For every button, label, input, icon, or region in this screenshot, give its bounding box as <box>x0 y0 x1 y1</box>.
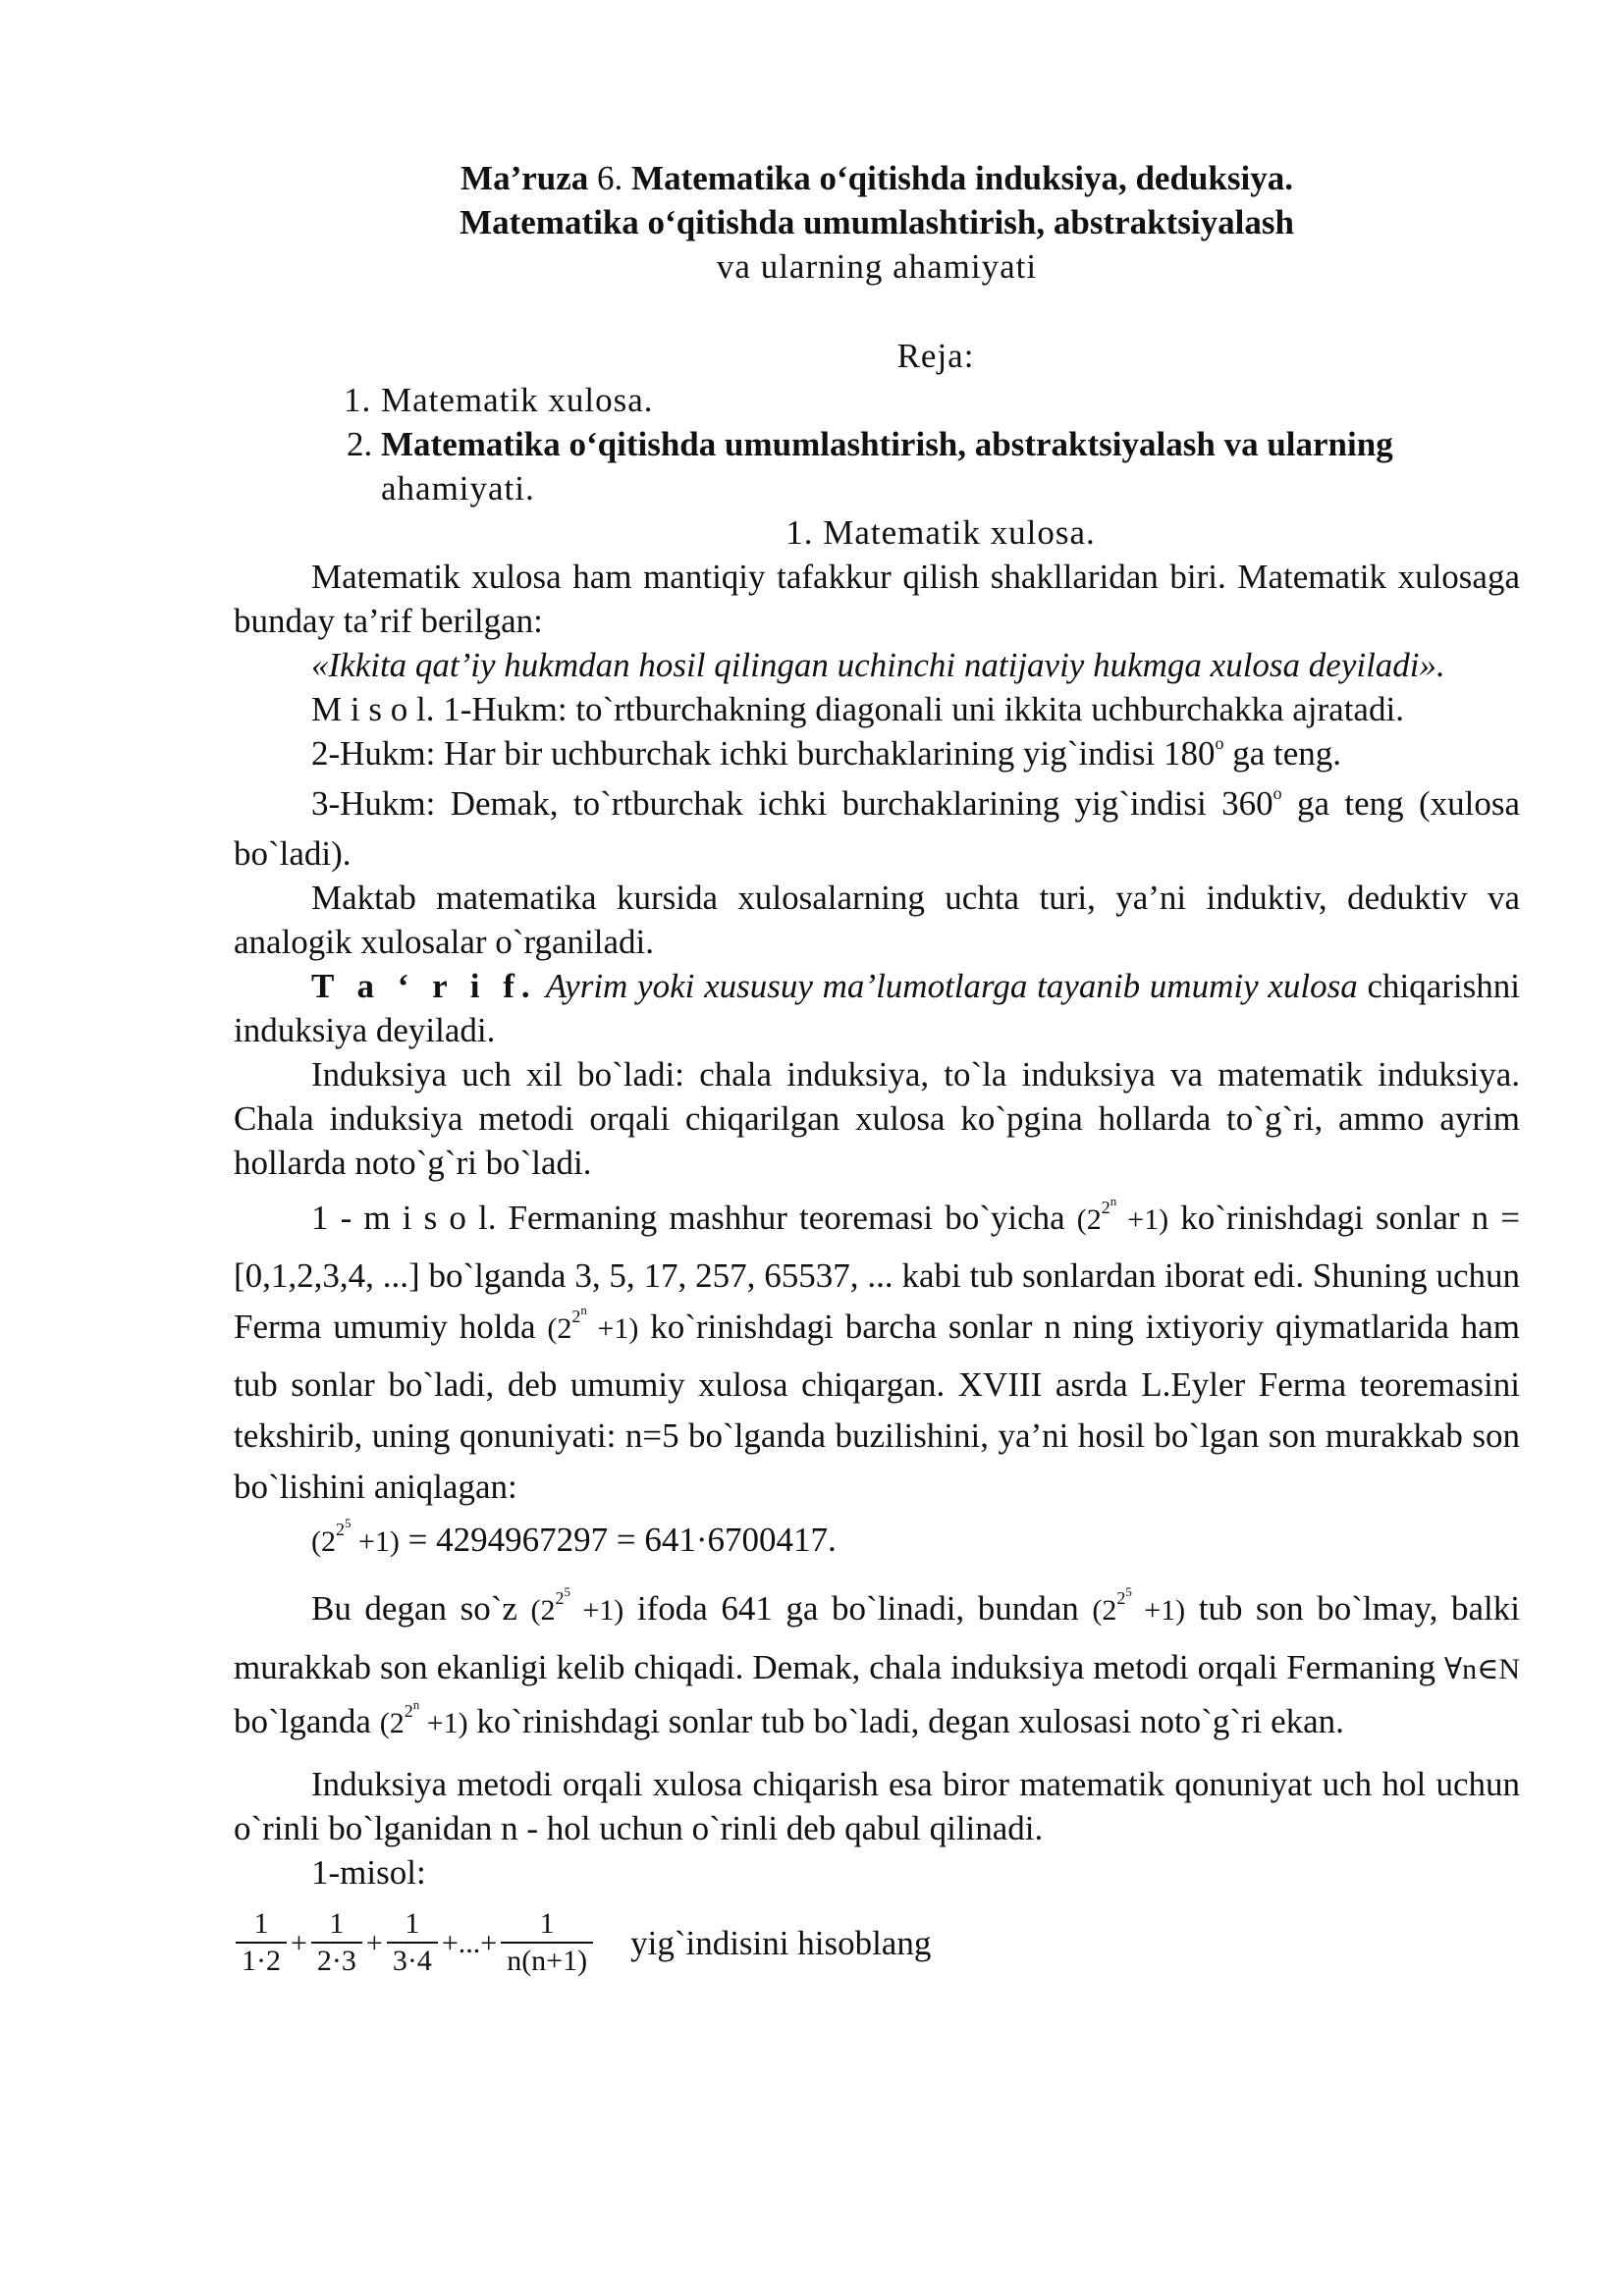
fraction-3: $\frac{1}{3\cdot 4}$ <box>387 1906 438 1979</box>
fermat-expression-n5: $(2^{25} +1)$ <box>1092 1584 1186 1627</box>
example-1-paragraph: 1 - m i s o l. Fermaning mashhur teoremasi bo`yicha $(2^{2n} +1)$ ko`rinishdagi sonlar n = [0,1,2,3,4, ...] bo`lganda 3, 5, 17, 257, 65537, ... kabi tub sonlardan iborat edi. Shuning uchun Ferma umumiy holda $(2^{2n} +1)$ ko`rinishdagi barcha sonlar n ning ixtiyoriy qiymatlarida ham tub sonlar bo`ladi, deb umumiy xulosa chiqargan. XVIII asrda L.Eyler Ferma teoremasini tekshirib, uning qonuniyati: n=5 bo`lganda buzilishini, ya’ni hosil bo`lgan son murakkab son bo`lishini aniqlagan: <box>234 1194 1520 1506</box>
example-hukm-3: 3-Hukm: Demak, to`rtburchak ichki burchaklarining yig`indisi 360$^o$ ga teng (xulosa bo`ladi). <box>234 783 1520 873</box>
document-page <box>234 147 1520 1979</box>
example-hukm-2: 2-Hukm: Har bir uchburchak ichki burchaklarining yig`indisi 180$^o$ ga teng. <box>311 733 1342 773</box>
paragraph-5: Induksiya metodi orqali xulosa chiqarish esa biror matematik qonuniyat uch hol uchun o`rinli bo`lganidan n - hol uchun o`rinli deb qabul qilinadi. <box>234 1765 1520 1847</box>
example-1-label: 1-misol: <box>311 1853 426 1892</box>
section-heading: 1. Matematik xulosa. <box>785 513 1096 552</box>
forall-n-in-N: ∀n∈N <box>1444 1653 1520 1685</box>
sum-instruction: yig`indisini hisoblang <box>630 1923 932 1962</box>
fraction-1: $\frac{1}{1\cdot 2}$ <box>236 1906 287 1979</box>
fermat-expression: $(2^{2n} +1)$ <box>379 1697 468 1739</box>
fermat-expression-n5: $(2^{25} +1)$ <box>311 1516 400 1558</box>
fraction-2: $\frac{1}{2\cdot 3}$ <box>311 1906 362 1979</box>
fermat-expression-n5: $(2^{25} +1)$ <box>530 1584 624 1627</box>
paragraph-3: Induksiya uch xil bo`ladi: chala induksiya, to`la induksiya va matematik induksiya. Chala induksiya metodi orqali chiqarilgan xulosa ko`pgina hollarda to`g`ri, ammo ayrim hollarda noto`g`ri bo`ladi. <box>234 1055 1520 1182</box>
euler-formula: $(2^{25} +1) = 4294967297 = 641\cdot 6700417$. <box>311 1516 837 1559</box>
fermat-expression: $(2^{2n} +1)$ <box>1076 1194 1169 1236</box>
plan-item-1: 1. Matematik xulosa. <box>381 378 1520 422</box>
plan-item-2: 2. Matematika o‘qitishda umumlashtirish, abstraktsiyalash va ularning ahamiyati. <box>381 422 1520 510</box>
fraction-n: $\frac{1}{n(n+1)}$ <box>501 1906 593 1979</box>
plan-list <box>234 378 1520 510</box>
paragraph-4: Bu degan so`z $(2^{25} +1)$ ifoda 641 ga bo`linadi, bundan $(2^{25} +1)$ tub son bo`lmay, balki murakkab son ekanligi kelib chiqadi. Demak, chala induksiya metodi orqali Fermaning ∀n∈N bo`lganda $(2^{2n} +1)$ ko`rinishdagi sonlar tub bo`ladi, degan xulosasi noto`g`ri ekan. <box>234 1584 1520 1740</box>
plan-heading: Reja: <box>896 337 975 375</box>
sum-expression: $\frac{1}{1\cdot 2}$ + $\frac{1}{2\cdot 3}$ + $\frac{1}{3\cdot 4}$ +...+ $\frac{1}{n(n+1)}$ yig`indisini hisoblang <box>234 1906 1520 1979</box>
title-line-2: Matematika o‘qitishda umumlashtirish, abstraktsiyalash <box>460 203 1294 241</box>
paragraph-2: Maktab matematika kursida xulosalarning uchta turi, ya’ni induktiv, deduktiv va analogik xulosalar o`rganiladi. <box>234 879 1520 961</box>
example-hukm-1: M i s o l. 1-Hukm: to`rtburchakning diagonali uni ikkita uchburchakka ajratadi. <box>311 690 1404 728</box>
definition-paragraph: T a ‘ r i f. Ayrim yoki xususuy ma’lumotlarga tayanib umumiy xulosa chiqarishni induksiya deyiladi. <box>234 967 1520 1049</box>
definition-quote: «Ikkita qat’iy hukmdan hosil qilingan uchinchi natijaviy hukmga xulosa deyiladi». <box>311 646 1445 684</box>
title-line-3: va ularning ahamiyati <box>716 247 1038 286</box>
paragraph-1: Matematik xulosa ham mantiqiy tafakkur qilish shakllaridan biri. Matematik xulosaga bunday ta’rif berilgan: <box>234 558 1520 640</box>
title-line-1: Ma’ruza 6. Matematika o‘qitishda induksiya, deduksiya. <box>460 159 1293 197</box>
fermat-expression: $(2^{2n} +1)$ <box>547 1303 639 1345</box>
